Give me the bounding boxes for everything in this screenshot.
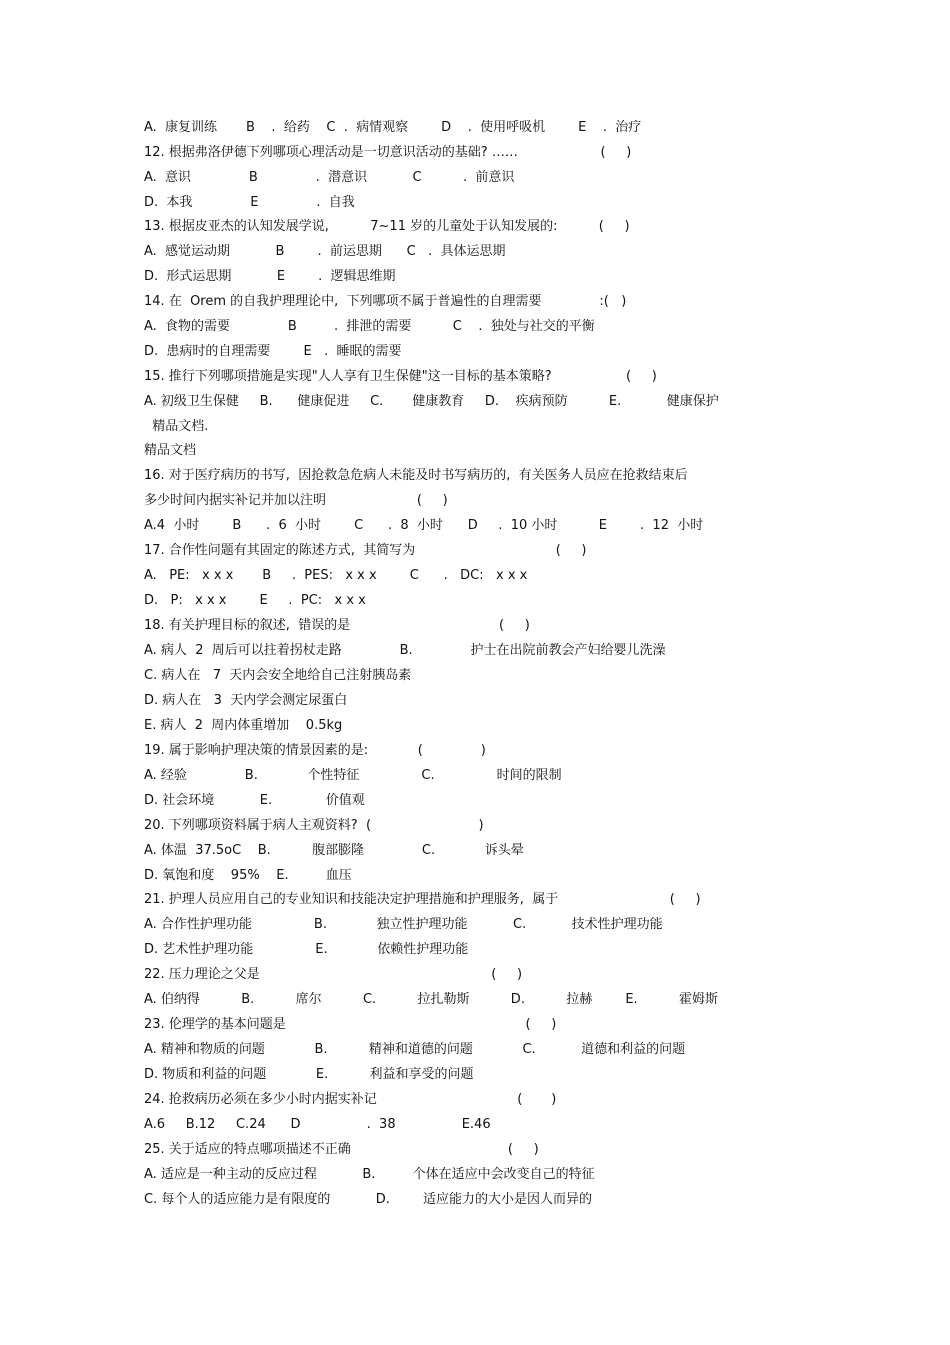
option-line: E. 病人 2 周内体重增加 0.5kg xyxy=(144,718,343,733)
option-line: D. 病人在 3 天内学会测定尿蛋白 xyxy=(144,693,348,708)
option-line: D. 本我 E . 自我 xyxy=(144,195,355,210)
option-line: A.6 B.12 C.24 D . 38 E.46 xyxy=(144,1117,491,1132)
question-line: 18. 有关护理目标的叙述, 错误的是 ( ) xyxy=(144,618,530,633)
watermark-text: 精品文档 xyxy=(144,443,197,458)
question-line: 20. 下列哪项资料属于病人主观资料? ( ) xyxy=(144,818,484,833)
question-line: 19. 属于影响护理决策的情景因素的是: ( ) xyxy=(144,743,486,758)
option-line: A. 体温 37.5oC B. 腹部膨隆 C. 诉头晕 xyxy=(144,843,524,858)
question-line: 24. 抢救病历必须在多少小时内据实补记 ( ) xyxy=(144,1092,557,1107)
option-line: A. 食物的需要 B . 排泄的需要 C . 独处与社交的平衡 xyxy=(144,319,595,334)
option-line: A. 康复训练 B . 给药 C . 病情观察 D . 使用呼吸机 E . 治疗 xyxy=(144,120,642,135)
option-line: A. 精神和物质的问题 B. 精神和道德的问题 C. 道德和利益的问题 xyxy=(144,1042,686,1057)
question-line: 12. 根据弗洛伊德下列哪项心理活动是一切意识活动的基础? …… ( ) xyxy=(144,145,632,160)
option-line: D. P: x x x E . PC: x x x xyxy=(144,593,366,608)
option-line: A. 经验 B. 个性特征 C. 时间的限制 xyxy=(144,768,562,783)
question-line: 16. 对于医疗病历的书写, 因抢救急危病人未能及时书写病历的, 有关医务人员应在抢救结束后 xyxy=(144,468,688,483)
option-line: A. 病人 2 周后可以拄着拐杖走路 B. 护士在出院前教会产妇给婴儿洗澡 xyxy=(144,643,666,658)
option-line: C. 病人在 7 天内会安全地给自己注射胰岛素 xyxy=(144,668,412,683)
option-line: D. 氧饱和度 95% E. 血压 xyxy=(144,868,352,883)
question-line: 23. 伦理学的基本问题是 ( ) xyxy=(144,1017,557,1032)
question-line: 多少时间内据实补记并加以注明 ( ) xyxy=(144,493,448,508)
question-line: 15. 推行下列哪项措施是实现"人人享有卫生保健"这一目标的基本策略? ( ) xyxy=(144,369,657,384)
option-line: D. 患病时的自理需要 E . 睡眠的需要 xyxy=(144,344,402,359)
option-line: A. 感觉运动期 B . 前运思期 C . 具体运思期 xyxy=(144,244,506,259)
question-line: 22. 压力理论之父是 ( ) xyxy=(144,967,523,982)
option-line: D. 形式运思期 E . 逻辑思维期 xyxy=(144,269,396,284)
option-line: A.4 小时 B . 6 小时 C . 8 小时 D . 10 小时 E . 12 小时 xyxy=(144,518,704,533)
option-line: D. 艺术性护理功能 E. 依赖性护理功能 xyxy=(144,942,469,957)
question-line: 17. 合作性问题有其固定的陈述方式, 其简写为 ( ) xyxy=(144,543,587,558)
option-line: A. 合作性护理功能 B. 独立性护理功能 C. 技术性护理功能 xyxy=(144,917,663,932)
question-line: 25. 关于适应的特点哪项描述不正确 ( ) xyxy=(144,1142,539,1157)
option-line: D. 社会环境 E. 价值观 xyxy=(144,793,365,808)
option-line: A. PE: x x x B . PES: x x x C . DC: x x x xyxy=(144,568,528,583)
option-line: C. 每个人的适应能力是有限度的 D. 适应能力的大小是因人而异的 xyxy=(144,1192,592,1207)
option-line: A. 伯纳得 B. 席尔 C. 拉扎勒斯 D. 拉赫 E. 霍姆斯 xyxy=(144,992,718,1007)
option-line: A. 意识 B . 潜意识 C . 前意识 xyxy=(144,170,515,185)
option-line: A. 初级卫生保健 B. 健康促进 C. 健康教育 D. 疾病预防 E. 健康保护 xyxy=(144,394,719,409)
question-line: 21. 护理人员应用自己的专业知识和技能决定护理措施和护理服务, 属于 ( ) xyxy=(144,892,701,907)
option-line: D. 物质和利益的问题 E. 利益和享受的问题 xyxy=(144,1067,474,1082)
question-line: 14. 在 Orem 的自我护理理论中, 下列哪项不属于普遍性的自理需要 :( ) xyxy=(144,294,627,309)
watermark-text: 精品文档. xyxy=(144,419,209,434)
option-line: A. 适应是一种主动的反应过程 B. 个体在适应中会改变自己的特征 xyxy=(144,1167,595,1182)
question-line: 13. 根据皮亚杰的认知发展学说, 7~11 岁的儿童处于认知发展的: ( ) xyxy=(144,219,630,234)
